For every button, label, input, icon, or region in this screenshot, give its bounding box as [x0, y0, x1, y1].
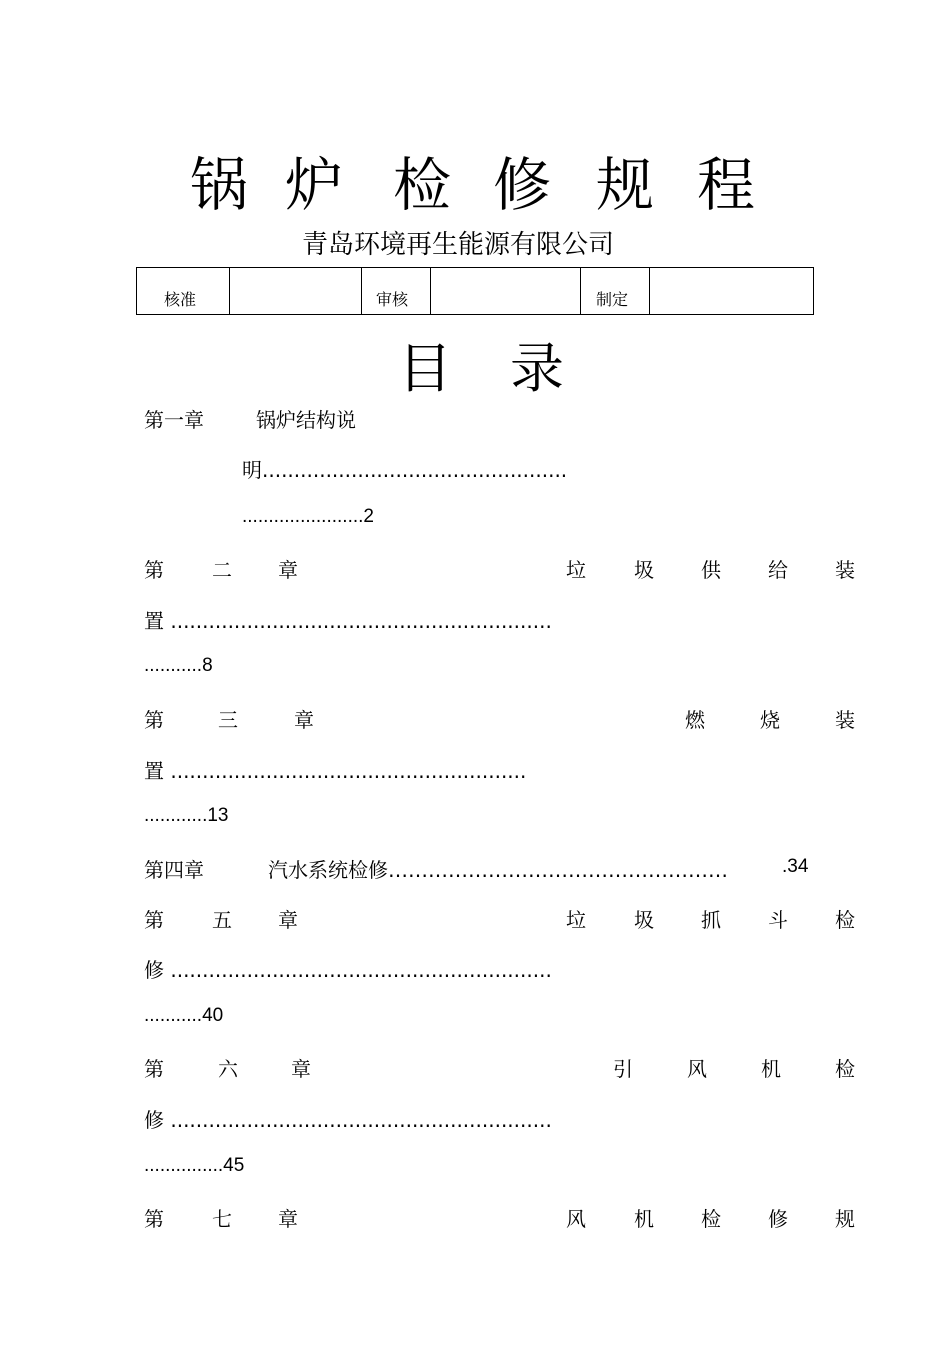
toc-title-char: 目	[398, 337, 452, 400]
toc-ch1-head[interactable]: 第一章	[144, 408, 204, 432]
toc-ch4-head[interactable]: 第四章	[144, 858, 204, 882]
title-char: 炉	[285, 151, 344, 219]
toc-ch3-page[interactable]: ............13	[144, 805, 229, 826]
toc-ch3-n3[interactable]: 装	[835, 708, 855, 732]
toc-ch3-c2[interactable]: 三	[218, 708, 238, 732]
toc-ch4-name[interactable]: 汽水系统检修……………………………………………	[268, 858, 728, 882]
toc-ch3-n2[interactable]: 烧	[760, 708, 780, 732]
approve-value-cell[interactable]	[230, 268, 362, 314]
toc-title-char: 录	[510, 337, 564, 400]
toc-ch2-n1[interactable]: 垃	[566, 558, 586, 582]
make-value-cell[interactable]	[650, 268, 813, 314]
toc-ch2-c1[interactable]: 第	[144, 558, 164, 582]
toc-ch7-c2[interactable]: 七	[212, 1207, 232, 1231]
toc-ch6-c2[interactable]: 六	[218, 1057, 238, 1081]
toc-ch3-n1[interactable]: 燃	[685, 708, 705, 732]
title-char: 修	[493, 151, 552, 219]
toc-ch1-line2: 明................................................	[242, 458, 568, 482]
toc-ch2-c2[interactable]: 二	[212, 558, 232, 582]
toc-ch2-n5[interactable]: 装	[835, 558, 855, 582]
toc-ch5-c2[interactable]: 五	[212, 908, 232, 932]
toc-ch5-n5[interactable]: 检	[835, 908, 855, 932]
toc-ch2-line2: 置 ............................................................	[144, 609, 552, 633]
toc-ch7-n2[interactable]: 机	[634, 1207, 654, 1231]
toc-ch6-line2: 修 ............................................................	[144, 1108, 552, 1132]
toc-ch7-n5[interactable]: 规	[835, 1207, 855, 1231]
toc-ch7-c3[interactable]: 章	[278, 1207, 298, 1231]
toc-ch3-line2: 置 ........................................................	[144, 759, 527, 783]
approval-table	[136, 267, 814, 315]
toc-ch5-n2[interactable]: 圾	[634, 908, 654, 932]
toc-ch6-n1[interactable]: 引	[613, 1057, 633, 1081]
toc-ch6-n2[interactable]: 风	[687, 1057, 707, 1081]
toc-ch2-n4[interactable]: 给	[768, 558, 788, 582]
toc-ch7-n1[interactable]: 风	[566, 1207, 586, 1231]
document-title	[0, 138, 950, 219]
toc-ch7-n3[interactable]: 检	[701, 1207, 721, 1231]
toc-ch1-name[interactable]: 锅炉结构说	[256, 408, 356, 432]
title-char: 规	[596, 151, 655, 219]
toc-ch5-c3[interactable]: 章	[278, 908, 298, 932]
toc-ch6-n4[interactable]: 检	[835, 1057, 855, 1081]
toc-ch6-c1[interactable]: 第	[144, 1057, 164, 1081]
toc-ch7-n4[interactable]: 修	[768, 1207, 788, 1231]
toc-title	[0, 326, 950, 400]
toc-ch2-n3[interactable]: 供	[701, 558, 721, 582]
toc-ch3-c1[interactable]: 第	[144, 708, 164, 732]
toc-ch5-n1[interactable]: 垃	[566, 908, 586, 932]
company-name: 青岛环境再生能源有限公司	[302, 230, 615, 260]
toc-ch2-n2[interactable]: 圾	[634, 558, 654, 582]
review-label: 审核	[376, 290, 409, 309]
toc-ch3-c3[interactable]: 章	[294, 708, 314, 732]
make-label: 制定	[596, 290, 629, 309]
approve-label-cell	[137, 268, 230, 314]
review-label-cell	[362, 268, 431, 314]
title-char: 程	[697, 151, 756, 219]
toc-ch5-n4[interactable]: 斗	[768, 908, 788, 932]
toc-ch5-n3[interactable]: 抓	[701, 908, 721, 932]
title-char: 锅	[190, 151, 249, 219]
title-char: 检	[393, 151, 452, 219]
toc-ch6-page[interactable]: ...............45	[144, 1155, 245, 1176]
approve-label: 核准	[164, 290, 197, 309]
toc-ch5-c1[interactable]: 第	[144, 908, 164, 932]
toc-ch1-page[interactable]: .......................2	[242, 506, 374, 527]
make-label-cell	[581, 268, 650, 314]
toc-ch6-c3[interactable]: 章	[291, 1057, 311, 1081]
toc-ch2-page[interactable]: ...........8	[144, 655, 213, 676]
toc-ch5-page[interactable]: ...........40	[144, 1005, 224, 1026]
toc-ch2-c3[interactable]: 章	[278, 558, 298, 582]
toc-ch6-n3[interactable]: 机	[761, 1057, 781, 1081]
toc-ch4-page[interactable]: .34	[782, 856, 809, 877]
review-value-cell[interactable]	[431, 268, 581, 314]
toc-ch5-line2: 修 ............................................................	[144, 958, 552, 982]
toc-ch7-c1[interactable]: 第	[144, 1207, 164, 1231]
